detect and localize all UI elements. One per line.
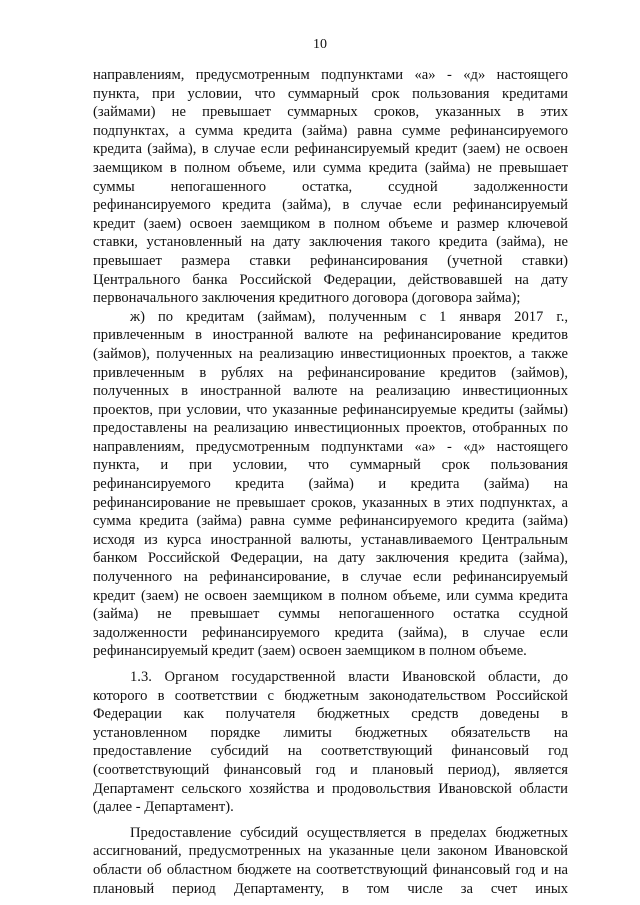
text-line: пункта, и при условии, что суммарный срок пользования [93,457,568,474]
text-line: заемщиком в полном объеме, или сумма кредита (займа) не превышает [93,159,568,176]
text-line: предоставлены на реализацию инвестиционных проектов, отобранных по [93,420,568,437]
text-line: рефинансируемого кредита (займа) и кредита (займа) на [93,476,568,493]
text-line: предоставление субсидий на соответствующий финансовый год [93,743,568,760]
paragraph-subsidies [93,824,568,898]
text-line: полученного на рефинансирование, в случае если рефинансируемый [93,569,568,586]
text-line: привлеченным в рублях на рефинансирование кредитов (займов), [93,364,568,381]
text-line: (соответствующий финансовый год и плановый период), является [93,761,568,778]
text-line: кредита (займа), в случае если рефинансируемый кредит (заем) не освоен [93,141,568,158]
text-line: банком Российской Федерации, на дату заключения кредита (займа), [93,550,568,567]
text-line: (займа) не превышает суммы непогашенного остатка ссудной [93,606,568,623]
text-line: рефинансируемый кредит (заем) освоен заемщиком в полном объеме. [93,643,527,660]
text-line: (займов), полученных на реализацию инвестиционных проектов, а также [93,345,568,362]
paragraph-item-zh [93,308,568,661]
text-line: рефинансируемого кредита (займа), в случае если рефинансируемый [93,197,568,214]
paragraph-item-1-3 [93,668,568,817]
text-line: 1.3. Органом государственной власти Ивановской области, до [130,669,568,685]
text-line: области об областном бюджете на соответствующий финансовый год и на [93,861,568,878]
body-text [93,66,568,898]
text-line: ставки, установленный на дату заключения такого кредита (займа), не [93,234,568,251]
text-line: пункта, при условии, что суммарный срок пользования кредитами [93,85,568,102]
page-number: 10 [313,37,327,52]
text-line: исходя из курса иностранной валюты, устанавливаемого Центральным [93,531,568,548]
text-line: задолженности рефинансируемого кредита (займа), в случае если [93,624,568,641]
text-line: Центрального банка Российской Федерации, действовавшей на дату [93,271,568,288]
text-line: направлениям, предусмотренным подпунктами «а» - «д» настоящего [93,438,568,455]
text-line: кредит (заем) не освоен заемщиком в полном объеме, или сумма кредита [93,587,568,604]
text-line: которого в соответствии с бюджетным законодательством Российской [93,687,568,704]
text-line: подпунктах, а сумма кредита (займа) равна сумме рефинансируемого [93,122,568,139]
paragraph-spacing [93,817,568,824]
text-line: (далее - Департамент). [93,799,234,816]
text-line: плановый период Департаменту, в том числе за счет иных [93,880,568,897]
text-line: превышает размера ставки рефинансирования (учетной ставки) [93,252,568,269]
text-line: кредит (заем) освоен заемщиком в полном объеме и размер ключевой [93,215,568,232]
text-line: ж) по кредитам (займам), полученным с 1 января 2017 г., [130,308,568,325]
text-line: установленном порядке лимиты бюджетных обязательств на [93,724,568,741]
text-line: (займами) не превышает суммарных сроков, указанных в этих [93,104,568,121]
text-line: суммы непогашенного остатка, ссудной задолженности [93,178,568,195]
text-line: сумма кредита (займа) равна сумме рефинансируемого кредита (займа) [93,513,568,530]
text-line: ассигнований, предусмотренных на указанные цели законом Ивановской [93,843,568,860]
text-line: Предоставление субсидий осуществляется в пределах бюджетных [130,824,568,841]
text-line: рефинансирование не превышает сроков, указанных в этих подпунктах, а [93,494,568,511]
paragraph-spacing [93,661,568,668]
text-line: привлеченным в иностранной валюте на рефинансирование кредитов [93,327,568,344]
text-line: направлениям, предусмотренным подпунктами «а» - «д» настоящего [93,67,568,83]
paragraph-continuation [93,66,568,308]
text-line: Федерации как получателя бюджетных средств доведены в [93,706,568,723]
text-line: первоначального заключения кредитного договора (договора займа); [93,290,521,307]
text-line: проектов, при условии, что указанные рефинансируемые кредиты (займы) [93,401,568,418]
text-line: полученных в иностранной валюте на реализацию инвестиционных [93,383,568,400]
text-line: Департамент сельского хозяйства и продовольствия Ивановской области [93,780,568,797]
